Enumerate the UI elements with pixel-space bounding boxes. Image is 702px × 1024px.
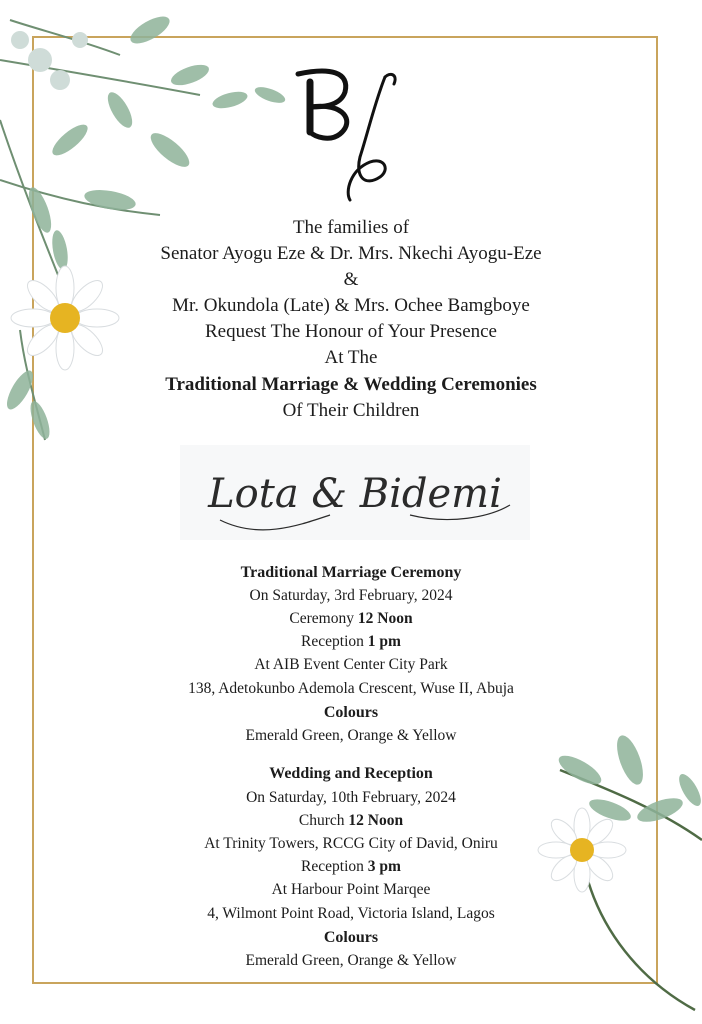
traditional-ceremony-title: Traditional Marriage Ceremony — [240, 564, 462, 581]
wedding-reception-time-value: 3 pm — [367, 858, 401, 875]
bl-monogram-logo — [290, 62, 420, 202]
traditional-reception-time — [0, 630, 702, 654]
wedding-reception-venue: At Harbour Point Marqee — [271, 881, 431, 898]
wedding-church-time — [0, 809, 702, 833]
intro-of-their-children: Of Their Children — [282, 400, 420, 421]
traditional-colours: Emerald Green, Orange & Yellow — [245, 727, 457, 744]
wedding-reception-title: Wedding and Reception — [269, 765, 433, 782]
intro-at-the: At The — [324, 347, 378, 368]
traditional-address: 138, Adetokunbo Ademola Crescent, Wuse II, Abuja — [188, 680, 514, 697]
couple-names-script: Lota & Bidemi — [208, 471, 502, 517]
intro-family-two: Mr. Okundola (Late) & Mrs. Ochee Bamgboye — [172, 295, 530, 316]
wedding-church-venue: At Trinity Towers, RCCG City of David, Oniru — [204, 835, 498, 852]
traditional-colours-label: Colours — [323, 704, 379, 721]
wedding-reception-label: Reception — [301, 858, 364, 875]
traditional-venue: At AIB Event Center City Park — [254, 656, 448, 673]
traditional-date: On Saturday, 3rd February, 2024 — [249, 587, 453, 604]
couple-names-panel — [180, 445, 530, 540]
traditional-reception-label: Reception — [301, 633, 364, 650]
wedding-colours-label: Colours — [323, 929, 379, 946]
wedding-church-time-value: 12 Noon — [348, 812, 404, 829]
traditional-ceremony-label: Ceremony — [289, 610, 354, 627]
intro-ceremonies-title: Traditional Marriage & Wedding Ceremonies — [165, 374, 537, 395]
intro-request-honour: Request The Honour of Your Presence — [205, 321, 497, 342]
intro-ampersand: & — [343, 269, 359, 290]
traditional-reception-time-value: 1 pm — [367, 633, 401, 650]
traditional-ceremony-time-value: 12 Noon — [357, 610, 413, 627]
wedding-address: 4, Wilmont Point Road, Victoria Island, Lagos — [207, 905, 495, 922]
wedding-colours: Emerald Green, Orange & Yellow — [245, 952, 457, 969]
traditional-ceremony-time — [0, 607, 702, 631]
intro-families-of: The families of — [292, 217, 410, 238]
wedding-church-label: Church — [298, 812, 345, 829]
wedding-reception-time — [0, 855, 702, 879]
wedding-date: On Saturday, 10th February, 2024 — [246, 789, 456, 806]
intro-family-one: Senator Ayogu Eze & Dr. Mrs. Nkechi Ayogu-Eze — [160, 243, 542, 264]
